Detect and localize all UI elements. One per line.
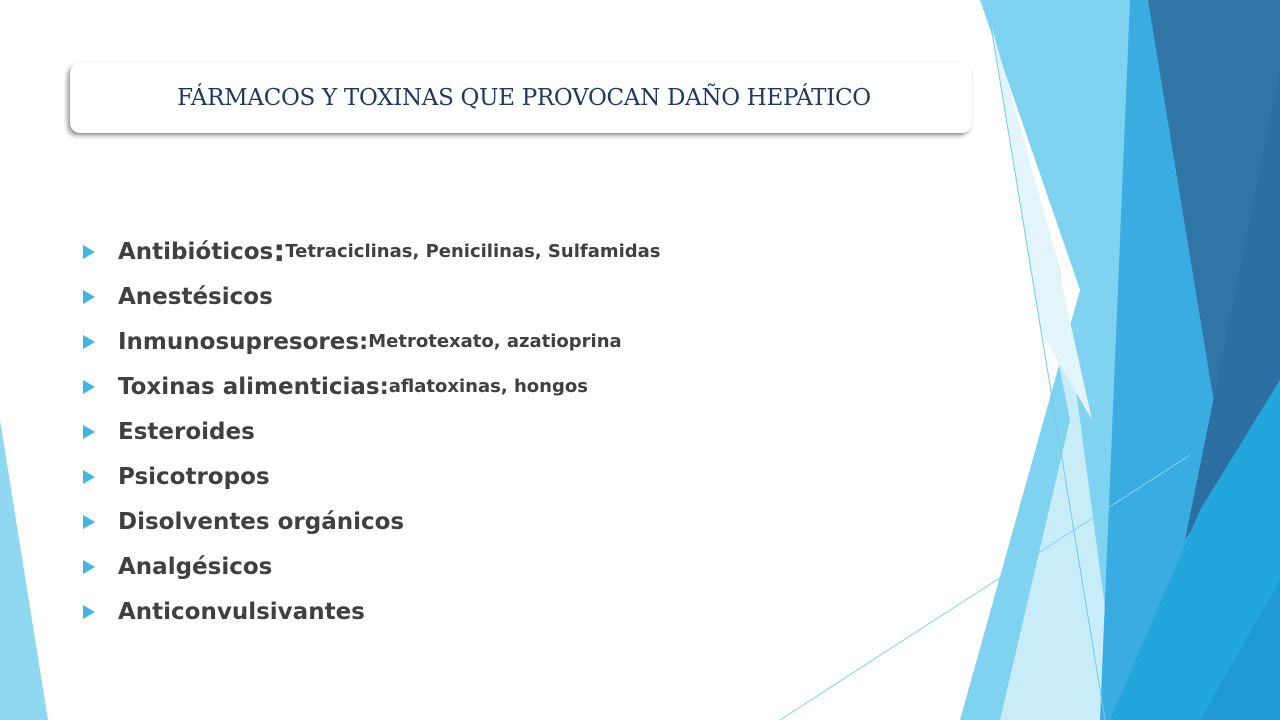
list-item [80, 500, 661, 545]
item-main-text: Inmunosupresores: [118, 328, 369, 355]
item-main-text: Psicotropos [118, 464, 270, 491]
list-item [80, 590, 661, 635]
item-main-text: Analgésicos [118, 554, 273, 581]
triangle-bullet-icon [83, 335, 95, 349]
triangle-bullet-icon [83, 605, 95, 619]
triangle-bullet-icon [83, 245, 95, 259]
list-item [80, 545, 661, 590]
triangle-bullet-icon [83, 290, 95, 304]
triangle-bullet-icon [83, 425, 95, 439]
list-item [80, 409, 661, 454]
item-main-text: Esteroides [118, 418, 255, 445]
item-colon: : [273, 233, 286, 269]
item-main-text: Disolventes orgánicos [118, 509, 405, 536]
item-main-text: Anestésicos [118, 283, 273, 310]
triangle-bullet-icon [83, 470, 95, 484]
slide-title: FÁRMACOS Y TOXINAS QUE PROVOCAN DAÑO HEPÁTICO [177, 85, 871, 111]
bullet-list [80, 229, 661, 635]
title-box [70, 63, 972, 133]
list-item [80, 319, 661, 364]
list-item [80, 229, 661, 274]
item-main-text: Antibióticos [118, 238, 274, 265]
triangle-bullet-icon [83, 380, 95, 394]
list-item [80, 364, 661, 409]
item-main-text: Toxinas alimenticias: [118, 373, 389, 400]
list-item [80, 454, 661, 499]
triangle-bullet-icon [83, 560, 95, 574]
list-item [80, 274, 661, 319]
item-sub-text: Metrotexato, azatioprina [368, 331, 622, 353]
triangle-bullet-icon [83, 515, 95, 529]
item-sub-text: aflatoxinas, hongos [388, 376, 588, 398]
facet-left-sliver [0, 420, 48, 720]
item-sub-text: Tetraciclinas, Penicilinas, Sulfamidas [285, 241, 661, 263]
item-main-text: Anticonvulsivantes [118, 599, 365, 626]
